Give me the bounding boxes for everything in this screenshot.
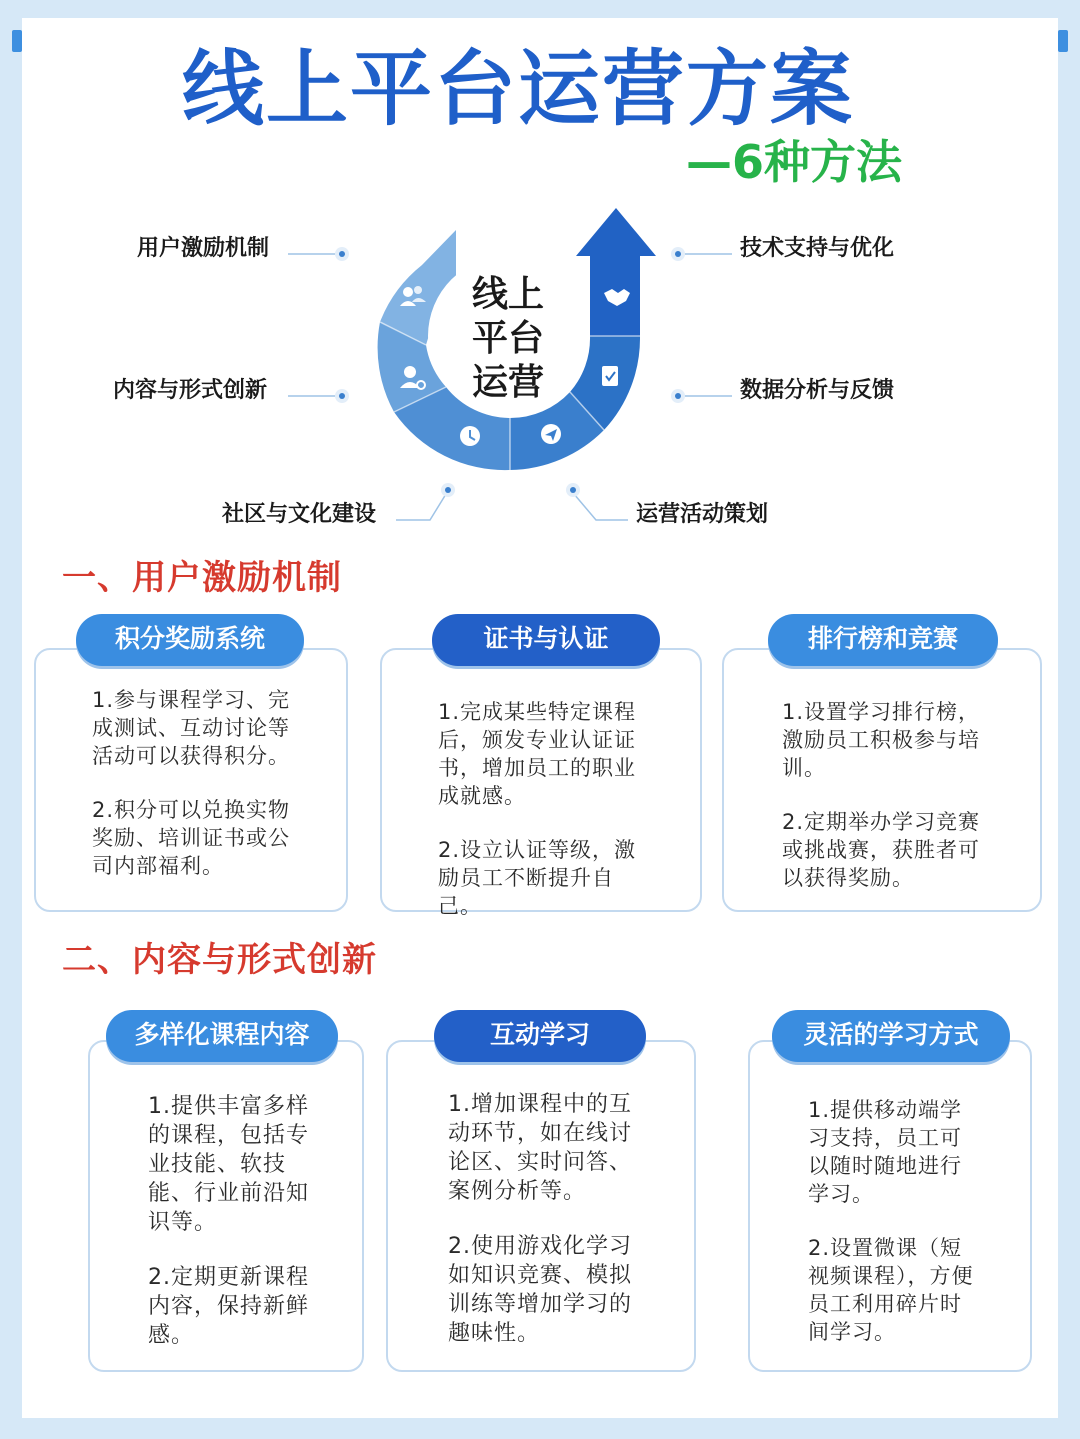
card-interactive-learning — [386, 1040, 696, 1372]
card-text — [808, 1096, 978, 1372]
section-title-user-incentive: 一、用户激励机制 — [62, 558, 342, 598]
card-flexible-learning — [748, 1040, 1032, 1372]
card-title-points-reward: 积分奖励系统 — [76, 614, 304, 666]
card-title-interactive-learning: 互动学习 — [434, 1010, 646, 1062]
page-title: 线上平台运营方案 — [181, 42, 854, 137]
card-leaderboard — [722, 648, 1042, 912]
card-paragraph: 1.提供移动端学习支持，员工可以随时随地进行学习。 — [808, 1098, 963, 1206]
method-cycle-diagram — [0, 0, 1080, 540]
card-paragraph: 2.定期举办学习竞赛或挑战赛，获胜者可以获得奖励。 — [782, 810, 981, 890]
center-line-2: 平台 — [471, 318, 545, 359]
card-points-reward — [34, 648, 348, 912]
card-certificate — [380, 648, 702, 918]
card-paragraph: 2.定期更新课程内容，保持新鲜感。 — [148, 1265, 310, 1348]
card-text — [148, 1092, 312, 1376]
section-title-content-innovation: 二、内容与形式创新 — [62, 940, 377, 980]
method-label-activity-planning: 运营活动策划 — [636, 502, 769, 527]
card-title-flexible-learning: 灵活的学习方式 — [772, 1010, 1010, 1062]
card-paragraph: 1.完成某些特定课程后，颁发专业认证证书，增加员工的职业成就感。 — [438, 700, 637, 808]
page-subtitle: —6种方法 — [686, 135, 903, 189]
card-title-leaderboard: 排行榜和竞赛 — [768, 614, 998, 666]
send-icon — [541, 424, 561, 444]
center-line-3: 运营 — [471, 362, 545, 403]
method-label-community: 社区与文化建设 — [222, 502, 377, 527]
checklist-icon — [602, 366, 618, 386]
card-paragraph: 2.积分可以兑换实物奖励、培训证书或公司内部福利。 — [92, 798, 291, 878]
card-title-diverse-courses: 多样化课程内容 — [106, 1010, 338, 1062]
card-text — [438, 698, 652, 946]
clock-icon — [460, 426, 480, 446]
method-label-tech-support: 技术支持与优化 — [740, 236, 895, 261]
card-diverse-courses — [88, 1040, 364, 1372]
card-paragraph: 1.参与课程学习、完成测试、互动讨论等活动可以获得积分。 — [92, 688, 291, 768]
card-text — [782, 698, 992, 918]
card-paragraph: 2.设立认证等级，激励员工不断提升自己。 — [438, 838, 637, 918]
card-text — [92, 686, 302, 906]
card-paragraph: 2.设置微课（短视频课程），方便员工利用碎片时间学习。 — [808, 1236, 974, 1344]
method-label-data-analysis: 数据分析与反馈 — [740, 378, 895, 403]
method-label-content-innovation: 内容与形式创新 — [113, 378, 268, 403]
card-paragraph: 1.增加课程中的互动环节，如在线讨论区、实时问答、案例分析等。 — [448, 1092, 633, 1204]
card-title-certificate: 证书与认证 — [432, 614, 660, 666]
card-paragraph: 2.使用游戏化学习如知识竞赛、模拟训练等增加学习的趣味性。 — [448, 1234, 633, 1346]
ring-segment-tech — [576, 208, 656, 336]
card-paragraph: 1.提供丰富多样的课程，包括专业技能、软技能、行业前沿知识等。 — [148, 1094, 310, 1235]
card-text — [448, 1090, 644, 1374]
card-paragraph: 1.设置学习排行榜，激励员工积极参与培训。 — [782, 700, 981, 780]
method-label-user-incentive: 用户激励机制 — [137, 236, 270, 261]
center-line-1: 线上 — [471, 274, 545, 315]
